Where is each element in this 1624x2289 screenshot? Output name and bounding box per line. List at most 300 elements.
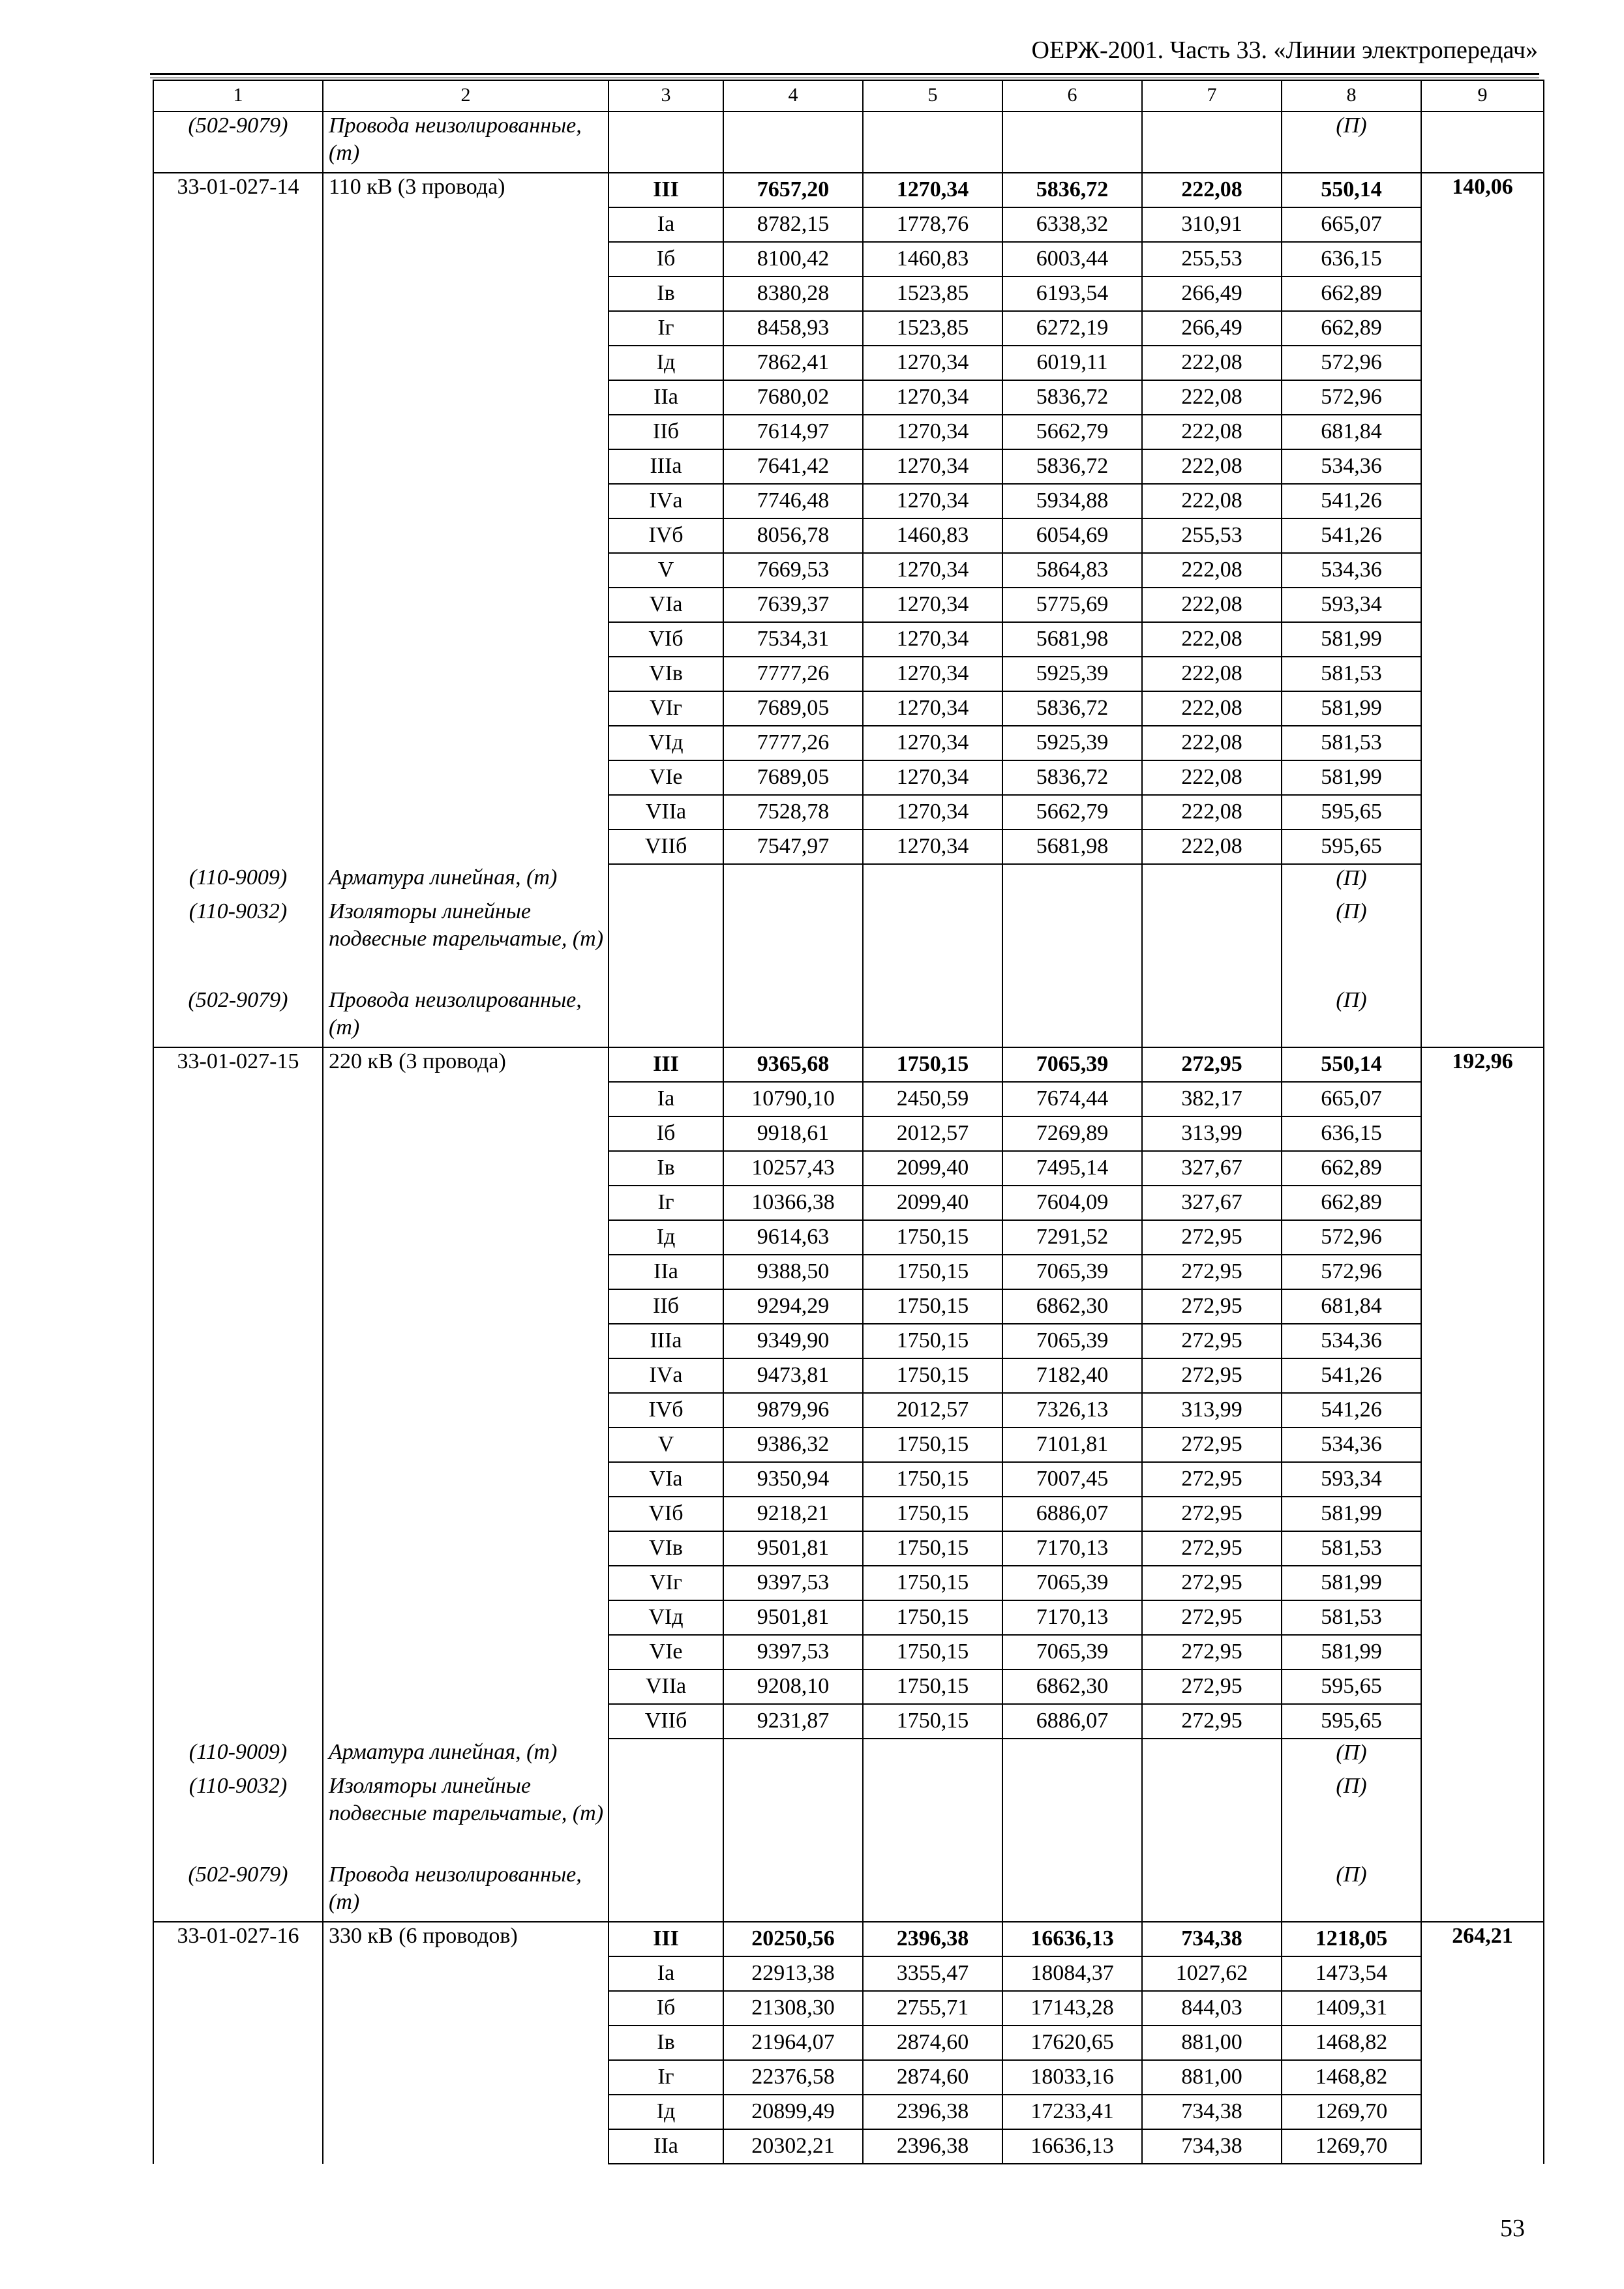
- value-cell: 572,96: [1282, 346, 1421, 380]
- value-cell: 8100,42: [723, 242, 863, 277]
- material-code: (502-9079): [153, 112, 323, 173]
- value-cell: 9473,81: [723, 1358, 863, 1393]
- value-cell: 7680,02: [723, 380, 863, 415]
- value-cell: 2012,57: [863, 1116, 1002, 1151]
- value-cell: 9501,81: [723, 1600, 863, 1635]
- value-cell: 7007,45: [1002, 1462, 1142, 1497]
- zone-cell: Iв: [609, 277, 723, 311]
- value-cell: 595,65: [1282, 1669, 1421, 1704]
- zone-cell: IVб: [609, 1393, 723, 1428]
- value-cell: 1270,34: [863, 622, 1002, 657]
- value-cell: 572,96: [1282, 380, 1421, 415]
- zone-cell: III: [609, 1922, 723, 1956]
- value-cell: 272,95: [1142, 1324, 1282, 1358]
- value-cell: 7689,05: [723, 691, 863, 726]
- value-cell: 272,95: [1142, 1255, 1282, 1289]
- empty-cell: [1142, 1861, 1282, 1922]
- material-col8: (П): [1282, 864, 1421, 898]
- empty-cell: [723, 898, 863, 987]
- value-cell: 1270,34: [863, 449, 1002, 484]
- zone-cell: Iа: [609, 1082, 723, 1116]
- zone-cell: III: [609, 173, 723, 207]
- zone-cell: Iг: [609, 1186, 723, 1220]
- value-cell: 272,95: [1142, 1462, 1282, 1497]
- value-cell: 595,65: [1282, 795, 1421, 830]
- column-number: 6: [1002, 80, 1142, 112]
- value-cell: 5836,72: [1002, 691, 1142, 726]
- value-cell: 534,36: [1282, 553, 1421, 588]
- value-cell: 581,99: [1282, 1497, 1421, 1531]
- section-title: 110 кВ (3 провода): [323, 173, 609, 864]
- material-code: (502-9079): [153, 987, 323, 1047]
- value-cell: 255,53: [1142, 242, 1282, 277]
- value-cell: 2396,38: [863, 2095, 1002, 2129]
- zone-cell: V: [609, 553, 723, 588]
- material-code: (110-9009): [153, 864, 323, 898]
- zone-cell: IIа: [609, 1255, 723, 1289]
- value-cell: 681,84: [1282, 415, 1421, 449]
- value-cell: 1460,83: [863, 242, 1002, 277]
- value-cell: 7674,44: [1002, 1082, 1142, 1116]
- value-cell: 222,08: [1142, 588, 1282, 622]
- empty-cell: [1002, 987, 1142, 1047]
- section-col9: 192,96: [1421, 1047, 1544, 1922]
- section-code: 33-01-027-16: [153, 1922, 323, 2164]
- zone-cell: Iд: [609, 346, 723, 380]
- value-cell: 7641,42: [723, 449, 863, 484]
- value-cell: 9231,87: [723, 1704, 863, 1739]
- material-col8: (П): [1282, 987, 1421, 1047]
- empty-cell: [863, 112, 1002, 173]
- value-cell: 9350,94: [723, 1462, 863, 1497]
- value-cell: 665,07: [1282, 207, 1421, 242]
- zone-cell: VIг: [609, 691, 723, 726]
- value-cell: 1750,15: [863, 1289, 1002, 1324]
- value-cell: 541,26: [1282, 1393, 1421, 1428]
- zone-cell: IIа: [609, 380, 723, 415]
- empty-cell: [863, 1739, 1002, 1773]
- table-row: [153, 173, 1544, 207]
- value-cell: 1750,15: [863, 1255, 1002, 1289]
- value-cell: 550,14: [1282, 173, 1421, 207]
- value-cell: 581,53: [1282, 1531, 1421, 1566]
- value-cell: 7639,37: [723, 588, 863, 622]
- empty-cell: [863, 864, 1002, 898]
- value-cell: 534,36: [1282, 1324, 1421, 1358]
- value-cell: 8380,28: [723, 277, 863, 311]
- value-cell: 9397,53: [723, 1566, 863, 1600]
- value-cell: 7065,39: [1002, 1566, 1142, 1600]
- value-cell: 1750,15: [863, 1358, 1002, 1393]
- value-cell: 5662,79: [1002, 415, 1142, 449]
- zone-cell: IIIа: [609, 449, 723, 484]
- zone-cell: Iг: [609, 2060, 723, 2095]
- value-cell: 2012,57: [863, 1393, 1002, 1428]
- value-cell: 7862,41: [723, 346, 863, 380]
- material-code: (502-9079): [153, 1861, 323, 1922]
- value-cell: 1270,34: [863, 484, 1002, 518]
- section-title: 220 кВ (3 провода): [323, 1047, 609, 1739]
- value-cell: 222,08: [1142, 691, 1282, 726]
- empty-cell: [609, 1861, 723, 1922]
- column-number: 3: [609, 80, 723, 112]
- empty-cell: [1142, 987, 1282, 1047]
- zone-cell: Iа: [609, 207, 723, 242]
- empty-cell: [609, 864, 723, 898]
- value-cell: 327,67: [1142, 1186, 1282, 1220]
- value-cell: 1269,70: [1282, 2129, 1421, 2164]
- value-cell: 1270,34: [863, 726, 1002, 760]
- empty-cell: [1002, 898, 1142, 987]
- value-cell: 1750,15: [863, 1635, 1002, 1669]
- value-cell: 550,14: [1282, 1047, 1421, 1082]
- value-cell: 1750,15: [863, 1324, 1002, 1358]
- value-cell: 7291,52: [1002, 1220, 1142, 1255]
- value-cell: 5836,72: [1002, 449, 1142, 484]
- material-row: [153, 1739, 1544, 1773]
- value-cell: 22376,58: [723, 2060, 863, 2095]
- value-cell: 581,99: [1282, 760, 1421, 795]
- material-col8: (П): [1282, 1739, 1421, 1773]
- value-cell: 313,99: [1142, 1393, 1282, 1428]
- value-cell: 7777,26: [723, 657, 863, 691]
- material-name: Изоляторы линейные подвесные тарельчатые, (т): [323, 1773, 609, 1861]
- value-cell: 7065,39: [1002, 1255, 1142, 1289]
- zone-cell: IIб: [609, 1289, 723, 1324]
- column-number: 7: [1142, 80, 1282, 112]
- value-cell: 272,95: [1142, 1047, 1282, 1082]
- value-cell: 534,36: [1282, 1428, 1421, 1462]
- value-cell: 7528,78: [723, 795, 863, 830]
- value-cell: 17143,28: [1002, 1991, 1142, 2026]
- value-cell: 222,08: [1142, 760, 1282, 795]
- value-cell: 266,49: [1142, 311, 1282, 346]
- value-cell: 581,99: [1282, 1566, 1421, 1600]
- material-name: Провода неизолированные, (т): [323, 1861, 609, 1922]
- table-row: [153, 1047, 1544, 1082]
- material-row: [153, 1861, 1544, 1922]
- value-cell: 665,07: [1282, 1082, 1421, 1116]
- empty-cell: [723, 1861, 863, 1922]
- value-cell: 2099,40: [863, 1151, 1002, 1186]
- value-cell: 1269,70: [1282, 2095, 1421, 2129]
- running-header: ОЕРЖ-2001. Часть 33. «Линии электропередач»: [1031, 37, 1538, 64]
- value-cell: 222,08: [1142, 553, 1282, 588]
- empty-cell: [863, 987, 1002, 1047]
- value-cell: 7689,05: [723, 760, 863, 795]
- value-cell: 272,95: [1142, 1531, 1282, 1566]
- value-cell: 1468,82: [1282, 2026, 1421, 2060]
- material-name: Арматура линейная, (т): [323, 864, 609, 898]
- value-cell: 10790,10: [723, 1082, 863, 1116]
- empty-cell: [1142, 1773, 1282, 1861]
- material-code: (110-9032): [153, 1773, 323, 1861]
- value-cell: 222,08: [1142, 449, 1282, 484]
- value-cell: 310,91: [1142, 207, 1282, 242]
- zone-cell: VIа: [609, 588, 723, 622]
- value-cell: 1750,15: [863, 1566, 1002, 1600]
- value-cell: 581,99: [1282, 1635, 1421, 1669]
- material-col8: (П): [1282, 112, 1421, 173]
- value-cell: 1270,34: [863, 760, 1002, 795]
- zone-cell: VIв: [609, 657, 723, 691]
- value-cell: 7170,13: [1002, 1600, 1142, 1635]
- zone-cell: IVа: [609, 484, 723, 518]
- value-cell: 222,08: [1142, 380, 1282, 415]
- value-cell: 21964,07: [723, 2026, 863, 2060]
- value-cell: 5925,39: [1002, 726, 1142, 760]
- value-cell: 7065,39: [1002, 1324, 1142, 1358]
- value-cell: 9501,81: [723, 1531, 863, 1566]
- value-cell: 255,53: [1142, 518, 1282, 553]
- value-cell: 20899,49: [723, 2095, 863, 2129]
- value-cell: 1750,15: [863, 1220, 1002, 1255]
- empty-cell: [723, 1739, 863, 1773]
- value-cell: 1409,31: [1282, 1991, 1421, 2026]
- empty-cell: [863, 898, 1002, 987]
- zone-cell: Iг: [609, 311, 723, 346]
- value-cell: 9386,32: [723, 1428, 863, 1462]
- value-cell: 1750,15: [863, 1531, 1002, 1566]
- value-cell: 6886,07: [1002, 1497, 1142, 1531]
- value-cell: 636,15: [1282, 242, 1421, 277]
- value-cell: 22913,38: [723, 1956, 863, 1991]
- value-cell: 7065,39: [1002, 1047, 1142, 1082]
- value-cell: 636,15: [1282, 1116, 1421, 1151]
- value-cell: 272,95: [1142, 1635, 1282, 1669]
- header-rule: [150, 73, 1539, 75]
- value-cell: 7065,39: [1002, 1635, 1142, 1669]
- value-cell: 2396,38: [863, 2129, 1002, 2164]
- value-cell: 5836,72: [1002, 760, 1142, 795]
- zone-cell: IIа: [609, 2129, 723, 2164]
- column-number: 5: [863, 80, 1002, 112]
- value-cell: 1270,34: [863, 173, 1002, 207]
- value-cell: 272,95: [1142, 1600, 1282, 1635]
- material-col8: (П): [1282, 898, 1421, 987]
- value-cell: 2755,71: [863, 1991, 1002, 2026]
- value-cell: 3355,47: [863, 1956, 1002, 1991]
- value-cell: 1523,85: [863, 277, 1002, 311]
- value-cell: 6054,69: [1002, 518, 1142, 553]
- value-cell: 5864,83: [1002, 553, 1142, 588]
- zone-cell: VIIа: [609, 1669, 723, 1704]
- value-cell: 8056,78: [723, 518, 863, 553]
- empty-cell: [609, 1739, 723, 1773]
- value-cell: 9388,50: [723, 1255, 863, 1289]
- zone-cell: Iа: [609, 1956, 723, 1991]
- value-cell: 222,08: [1142, 622, 1282, 657]
- value-cell: 222,08: [1142, 657, 1282, 691]
- value-cell: 7777,26: [723, 726, 863, 760]
- value-cell: 6886,07: [1002, 1704, 1142, 1739]
- empty-cell: [723, 864, 863, 898]
- value-cell: 7614,97: [723, 415, 863, 449]
- value-cell: 272,95: [1142, 1704, 1282, 1739]
- column-number: 4: [723, 80, 863, 112]
- zone-cell: VIIа: [609, 795, 723, 830]
- value-cell: 272,95: [1142, 1497, 1282, 1531]
- empty-cell: [609, 112, 723, 173]
- value-cell: 6862,30: [1002, 1669, 1142, 1704]
- material-code: (110-9032): [153, 898, 323, 987]
- empty-cell: [1002, 864, 1142, 898]
- value-cell: 222,08: [1142, 795, 1282, 830]
- material-name: Провода неизолированные, (т): [323, 987, 609, 1047]
- value-cell: 7547,97: [723, 830, 863, 864]
- value-cell: 6019,11: [1002, 346, 1142, 380]
- value-cell: 1523,85: [863, 311, 1002, 346]
- section-code: 33-01-027-14: [153, 173, 323, 864]
- value-cell: 2874,60: [863, 2026, 1002, 2060]
- empty-cell: [1142, 864, 1282, 898]
- zone-cell: VIIб: [609, 1704, 723, 1739]
- zone-cell: VIг: [609, 1566, 723, 1600]
- value-cell: 581,53: [1282, 657, 1421, 691]
- value-cell: 734,38: [1142, 2129, 1282, 2164]
- empty-cell: [609, 898, 723, 987]
- column-number: 8: [1282, 80, 1421, 112]
- zone-cell: III: [609, 1047, 723, 1082]
- zone-cell: V: [609, 1428, 723, 1462]
- table-row: [153, 1922, 1544, 1956]
- value-cell: 20302,21: [723, 2129, 863, 2164]
- value-cell: 581,99: [1282, 622, 1421, 657]
- value-cell: 1270,34: [863, 588, 1002, 622]
- value-cell: 662,89: [1282, 1151, 1421, 1186]
- value-cell: 6272,19: [1002, 311, 1142, 346]
- value-cell: 17620,65: [1002, 2026, 1142, 2060]
- value-cell: 7495,14: [1002, 1151, 1142, 1186]
- empty-cell: [1421, 112, 1544, 173]
- value-cell: 6338,32: [1002, 207, 1142, 242]
- value-cell: 5925,39: [1002, 657, 1142, 691]
- zone-cell: VIб: [609, 622, 723, 657]
- value-cell: 9879,96: [723, 1393, 863, 1428]
- material-row: [153, 1773, 1544, 1861]
- empty-cell: [1142, 1739, 1282, 1773]
- zone-cell: VIд: [609, 1600, 723, 1635]
- empty-cell: [1002, 1773, 1142, 1861]
- value-cell: 382,17: [1142, 1082, 1282, 1116]
- material-row: [153, 864, 1544, 898]
- empty-cell: [1142, 112, 1282, 173]
- value-cell: 272,95: [1142, 1358, 1282, 1393]
- value-cell: 2450,59: [863, 1082, 1002, 1116]
- empty-cell: [609, 1773, 723, 1861]
- value-cell: 1468,82: [1282, 2060, 1421, 2095]
- value-cell: 222,08: [1142, 173, 1282, 207]
- empty-cell: [1002, 112, 1142, 173]
- value-cell: 534,36: [1282, 449, 1421, 484]
- value-cell: 6862,30: [1002, 1289, 1142, 1324]
- value-cell: 10366,38: [723, 1186, 863, 1220]
- value-cell: 9365,68: [723, 1047, 863, 1082]
- price-table: [153, 80, 1544, 2164]
- value-cell: 272,95: [1142, 1566, 1282, 1600]
- value-cell: 9397,53: [723, 1635, 863, 1669]
- value-cell: 581,53: [1282, 1600, 1421, 1635]
- value-cell: 222,08: [1142, 830, 1282, 864]
- material-col8: (П): [1282, 1773, 1421, 1861]
- zone-cell: VIIб: [609, 830, 723, 864]
- value-cell: 272,95: [1142, 1220, 1282, 1255]
- value-cell: 5775,69: [1002, 588, 1142, 622]
- value-cell: 7101,81: [1002, 1428, 1142, 1462]
- zone-cell: Iв: [609, 2026, 723, 2060]
- value-cell: 5681,98: [1002, 622, 1142, 657]
- value-cell: 9614,63: [723, 1220, 863, 1255]
- value-cell: 272,95: [1142, 1669, 1282, 1704]
- value-cell: 572,96: [1282, 1255, 1421, 1289]
- material-row: [153, 112, 1544, 173]
- zone-cell: VIд: [609, 726, 723, 760]
- empty-cell: [723, 987, 863, 1047]
- value-cell: 5681,98: [1002, 830, 1142, 864]
- value-cell: 20250,56: [723, 1922, 863, 1956]
- value-cell: 8782,15: [723, 207, 863, 242]
- value-cell: 1778,76: [863, 207, 1002, 242]
- value-cell: 7534,31: [723, 622, 863, 657]
- page-number: 53: [1500, 2215, 1525, 2242]
- value-cell: 7269,89: [1002, 1116, 1142, 1151]
- value-cell: 1270,34: [863, 691, 1002, 726]
- section-code: 33-01-027-15: [153, 1047, 323, 1739]
- section-col9: 140,06: [1421, 173, 1544, 1047]
- value-cell: 1270,34: [863, 830, 1002, 864]
- value-cell: 9349,90: [723, 1324, 863, 1358]
- material-col8: (П): [1282, 1861, 1421, 1922]
- value-cell: 7746,48: [723, 484, 863, 518]
- value-cell: 1750,15: [863, 1600, 1002, 1635]
- empty-cell: [1002, 1861, 1142, 1922]
- value-cell: 16636,13: [1002, 2129, 1142, 2164]
- value-cell: 5836,72: [1002, 380, 1142, 415]
- value-cell: 9294,29: [723, 1289, 863, 1324]
- value-cell: 734,38: [1142, 2095, 1282, 2129]
- zone-cell: VIб: [609, 1497, 723, 1531]
- value-cell: 5836,72: [1002, 173, 1142, 207]
- value-cell: 541,26: [1282, 518, 1421, 553]
- material-row: [153, 987, 1544, 1047]
- empty-cell: [863, 1773, 1002, 1861]
- zone-cell: IVа: [609, 1358, 723, 1393]
- value-cell: 1750,15: [863, 1704, 1002, 1739]
- material-name: Арматура линейная, (т): [323, 1739, 609, 1773]
- value-cell: 1270,34: [863, 415, 1002, 449]
- value-cell: 9208,10: [723, 1669, 863, 1704]
- value-cell: 1473,54: [1282, 1956, 1421, 1991]
- empty-cell: [1002, 1739, 1142, 1773]
- column-number: 9: [1421, 80, 1544, 112]
- value-cell: 881,00: [1142, 2026, 1282, 2060]
- material-code: (110-9009): [153, 1739, 323, 1773]
- zone-cell: Iд: [609, 1220, 723, 1255]
- value-cell: 541,26: [1282, 484, 1421, 518]
- value-cell: 1270,34: [863, 553, 1002, 588]
- value-cell: 222,08: [1142, 346, 1282, 380]
- material-row: [153, 898, 1544, 987]
- value-cell: 222,08: [1142, 726, 1282, 760]
- zone-cell: Iв: [609, 1151, 723, 1186]
- value-cell: 593,34: [1282, 1462, 1421, 1497]
- value-cell: 844,03: [1142, 1991, 1282, 2026]
- value-cell: 7326,13: [1002, 1393, 1142, 1428]
- column-number: 2: [323, 80, 609, 112]
- value-cell: 662,89: [1282, 311, 1421, 346]
- value-cell: 662,89: [1282, 277, 1421, 311]
- zone-cell: Iб: [609, 1116, 723, 1151]
